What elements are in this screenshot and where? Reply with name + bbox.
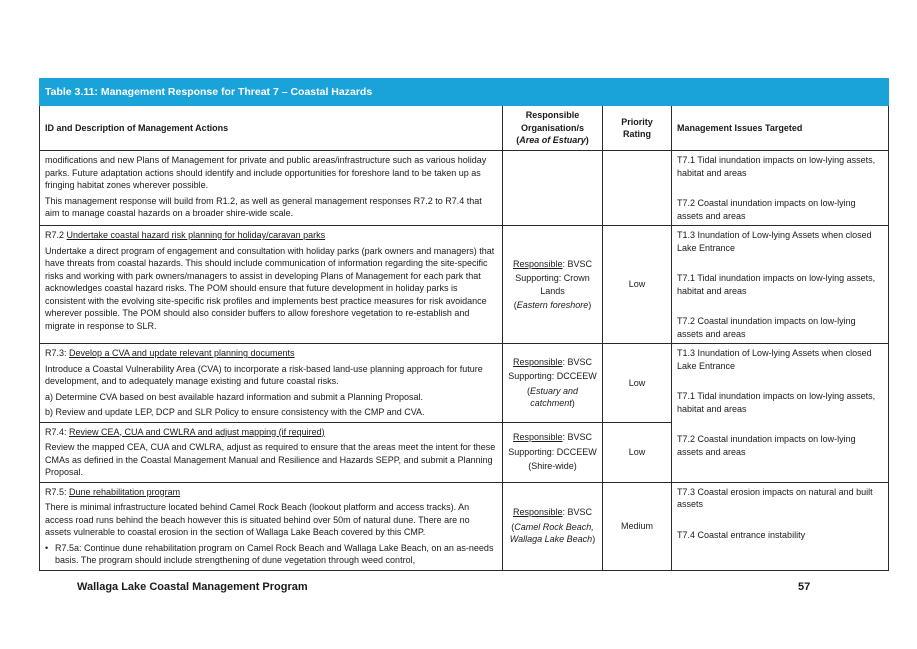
bullet-icon: • <box>45 542 49 553</box>
table-row-r72 <box>40 226 889 344</box>
r72-description: R7.2 Undertake coastal hazard risk planning for holiday/caravan parks Undertake a direct program of engagement and consultation with holiday parks (park owners and managers) that have threats from coastal hazards. This should include communication of information regarding the site-specific risks and working with park owners/managers to assist in developing Plans of Management for each park that acknowledges coastal hazard risks. The POM should ensure that future development in holiday parks is consistent with the evolving site-specific risk profiles and implements best practice measures for risk avoidance wherever possible. The POM should also consider buffers to allow foreshore vegetation to re-establish and migrate in response to SLR. <box>40 226 503 344</box>
r74-priority: Low <box>603 422 672 482</box>
continuation-description: modifications and new Plans of Management for private and public areas/infrastructure such as various holiday parks. Future adaptation actions should identify and include opportunities for foreshore land to be taken up as fringing habitat zones wherever possible. This management response will build from R1.2, as well as general management responses R7.2 to R7.4 that aim to manage coastal hazards on a broader shire-wide scale. <box>40 151 503 226</box>
page-number: 57 <box>798 581 811 593</box>
table-header-row <box>40 106 889 151</box>
r74-description: R7.4: Review CEA, CUA and CWLRA and adjust mapping (if required) Review the mapped CEA, CUA and CWLRA, adjust as required to ensure that the areas meet the intent for these CMAs as defined in the Coastal Management Manual and Resilience and Hazards SEPP, and submit a Planning Proposal. <box>40 422 503 482</box>
header-actions: ID and Description of Management Actions <box>40 106 503 151</box>
r72-priority: Low <box>603 226 672 344</box>
r74-responsible: Responsible: BVSC Supporting: DCCEEW (Shire-wide) <box>503 422 603 482</box>
r73-responsible: Responsible: BVSC Supporting: DCCEEW (Estuary and catchment) <box>503 344 603 423</box>
r73-description: R7.3: Develop a CVA and update relevant planning documents Introduce a Coastal Vulnerability Area (CVA) to incorporate a risk-based land-use planning approach for future development, and to adequately manage existing and future coastal risks. a) Determine CVA based on best available hazard information and submit a Planning Proposal. b) Review and update LEP, DCP and SLR Policy to ensure consistency with the CMP and CVA. <box>40 344 503 423</box>
r72-responsible: Responsible: BVSC Supporting: Crown Lands (Eastern foreshore) <box>503 226 603 344</box>
table-caption-row <box>40 79 889 106</box>
header-issues: Management Issues Targeted <box>672 106 889 151</box>
r75-bullet: • R7.5a: Continue dune rehabilitation program on Camel Rock Beach and Wallaga Lake Beach, on an as-needs basis. The program should include strengthening of dune vegetation through weed control, <box>45 542 494 565</box>
header-priority: Priority Rating <box>603 106 672 151</box>
r75-responsible: Responsible: BVSC (Camel Rock Beach, Wallaga Lake Beach) <box>503 482 603 570</box>
table-caption: Table 3.11: Management Response for Threat 7 – Coastal Hazards <box>40 79 889 106</box>
r75-description: R7.5: Dune rehabilitation program There is minimal infrastructure located behind Camel Rock Beach (lookout platform and access tracks). An access road runs behind the beach however this is situated behind over 50m of natural dune. There are no assets vulnerable to coastal erosion in the section of Wallaga Lake Beach covered by this CMP. • R7.5a: Continue dune rehabilitation program on Camel Rock Beach and Wallaga Lake Beach, on an as-needs basis. The program should include strengthening of dune vegetation through weed control, <box>40 482 503 570</box>
header-responsible: Responsible Organisation/s (Area of Estuary) <box>503 106 603 151</box>
management-response-table <box>39 78 889 571</box>
r72-issues: T1.3 Inundation of Low-lying Assets when closed Lake Entrance T7.1 Tidal inundation impacts on low-lying assets, habitat and areas T7.2 Coastal inundation impacts on low-lying assets and areas <box>672 226 889 344</box>
footer-title: Wallaga Lake Coastal Management Program <box>77 581 308 593</box>
table-row-r73 <box>40 344 889 423</box>
continuation-issues: T7.1 Tidal inundation impacts on low-lying assets, habitat and areas T7.2 Coastal inundation impacts on low-lying assets and areas <box>672 151 889 226</box>
table-row-r75 <box>40 482 889 570</box>
table-row-continuation <box>40 151 889 226</box>
r75-issues: T7.3 Coastal erosion impacts on natural and built assets T7.4 Coastal entrance instability <box>672 482 889 570</box>
r73-r74-issues: T1.3 Inundation of Low-lying Assets when closed Lake Entrance T7.1 Tidal inundation impacts on low-lying assets, habitat and areas T7.2 Coastal inundation impacts on low-lying assets and areas <box>672 344 889 483</box>
r75-priority: Medium <box>603 482 672 570</box>
r73-priority: Low <box>603 344 672 423</box>
